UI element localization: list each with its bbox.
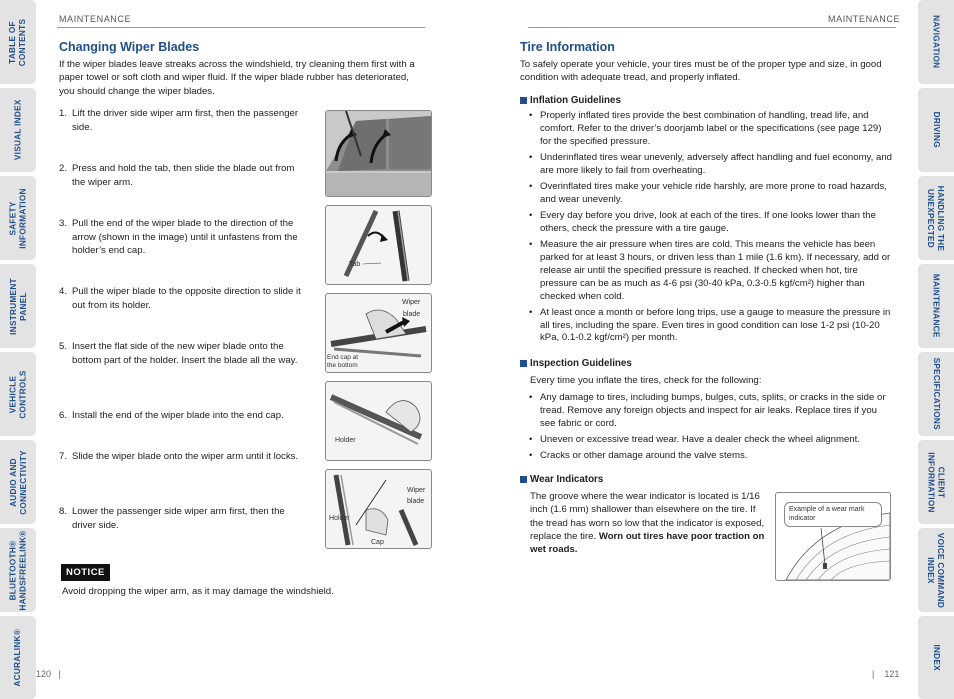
list-item: • Every day before you drive, look at each of the tires. If one looks lower than the others, check the pressure with a tire gauge. xyxy=(526,210,894,236)
step-number: 7. xyxy=(59,451,68,462)
left-header-rule xyxy=(57,27,425,28)
page-number-value: 120 xyxy=(36,669,52,679)
wiper-callout: Wiper xyxy=(407,487,426,494)
tab-client-information[interactable] xyxy=(918,440,954,524)
tab-safety-information[interactable] xyxy=(0,176,36,260)
tab-label: SPECIFICATIONS xyxy=(931,357,941,431)
inflation-guidelines-heading xyxy=(520,95,621,106)
wiper-callout: Wiper xyxy=(402,299,421,306)
left-page-header: MAINTENANCE xyxy=(59,14,132,24)
heading-text: Inflation Guidelines xyxy=(530,95,621,106)
tab-label: DRIVING xyxy=(931,111,941,149)
right-page-number: | 121 xyxy=(872,669,900,679)
tab-callout: Tab xyxy=(349,261,361,268)
wiper-tab-illustration xyxy=(325,205,432,285)
inspection-guidelines-heading xyxy=(520,358,632,369)
tab-label: MAINTENANCE xyxy=(931,274,941,338)
tab-label: BLUETOOTH® HANDSFREELINK® xyxy=(8,529,28,611)
step-number: 6. xyxy=(59,410,68,421)
inflation-guidelines-list xyxy=(526,110,894,349)
step-number: 5. xyxy=(59,341,68,352)
end-cap-callout-line2: the bottom xyxy=(327,362,358,369)
tab-visual-index[interactable] xyxy=(0,88,36,172)
list-item: • Properly inflated tires provide the best combination of handling, tread life, and comfort. Refer to the driver’s doorjamb label or the specifications (see page 129) for the specified pressure. xyxy=(526,110,894,149)
tab-label: SAFETY INFORMATION xyxy=(8,187,28,249)
tab-maintenance[interactable] xyxy=(918,264,954,348)
list-item: • Any damage to tires, including bumps, bulges, cuts, splits, or cracks in the side or tread. Remove any foreign objects and inspect for air leaks. Replace tires if you see fabric or cord. xyxy=(526,392,894,431)
step-text: Slide the wiper blade onto the wiper arm until it locks. xyxy=(72,451,299,462)
tab-table-of-contents[interactable] xyxy=(0,0,36,84)
tab-index[interactable] xyxy=(918,616,954,699)
wiper-step xyxy=(59,162,309,189)
step-text: Pull the end of the wiper blade to the direction of the arrow (shown in the image) until it unfastens from the holder’s end cap. xyxy=(72,218,298,256)
cap-callout: Cap xyxy=(371,539,384,546)
step-text: Lower the passenger side wiper arm first, then the driver side. xyxy=(72,506,285,531)
wear-indicator-illustration xyxy=(775,492,891,581)
wear-text: The groove where the wear indicator is located is 1/16 inch (1.6 mm) shallower than elsewhere on the tire. If the tread has worn so low that the indicator is exposed, replace the tire. xyxy=(530,491,765,542)
tab-label: NAVIGATION xyxy=(931,15,941,69)
step-text: Pull the wiper blade to the opposite direction to slide it out from its holder. xyxy=(72,286,301,311)
wiper-step xyxy=(59,409,309,423)
tab-voice-command-index[interactable] xyxy=(918,528,954,612)
wiper-step xyxy=(59,107,309,134)
step-text: Insert the flat side of the new wiper blade onto the bottom part of the holder. Insert the blade all the way. xyxy=(72,341,298,366)
wiper-arm-lift-illustration xyxy=(325,110,432,197)
list-item: • At least once a month or before long trips, use a gauge to measure the pressure in all tires, including the spare. Even tires in good condition can lose 1-2 psi (10-20 kPa, 0.1-0.2 kgf/cm²) per month. xyxy=(526,307,894,346)
step-number: 2. xyxy=(59,163,68,174)
step-text: Press and hold the tab, then slide the blade out from the wiper arm. xyxy=(72,163,295,188)
left-section-tabs xyxy=(0,0,36,699)
page-title-wiper: Changing Wiper Blades xyxy=(59,40,200,54)
tab-instrument-panel[interactable] xyxy=(0,264,36,348)
tab-label: INDEX xyxy=(931,644,941,671)
heading-text: Inspection Guidelines xyxy=(530,358,632,369)
holder-callout: Holder xyxy=(329,515,350,522)
holder-illustration xyxy=(325,381,432,461)
right-section-tabs xyxy=(918,0,954,699)
tab-bluetooth-handsfreelink[interactable] xyxy=(0,528,36,612)
wiper-step xyxy=(59,340,309,367)
wiper-step xyxy=(59,217,309,258)
tire-intro: To safely operate your vehicle, your tires must be of the proper type and size, in good condition with adequate tread, and properly inflated. xyxy=(520,59,882,84)
tab-navigation[interactable] xyxy=(918,0,954,84)
heading-marker xyxy=(520,97,527,104)
notice-badge: NOTICE xyxy=(61,564,110,581)
end-cap-illustration xyxy=(325,293,432,373)
step-text: Lift the driver side wiper arm first, then the passenger side. xyxy=(72,108,299,133)
step-number: 1. xyxy=(59,108,68,119)
inspection-guidelines-list xyxy=(526,392,894,466)
list-item: • Underinflated tires wear unevenly, adversely affect handling and fuel economy, and are more likely to fail from overheating. xyxy=(526,152,894,178)
wear-indicators-heading xyxy=(520,474,603,485)
tab-vehicle-controls[interactable] xyxy=(0,352,36,436)
tab-acuralink[interactable] xyxy=(0,616,36,699)
tab-label: VOICE COMMAND INDEX xyxy=(927,532,946,608)
wiper-step xyxy=(59,450,309,464)
inspection-intro: Every time you inflate the tires, check for the following: xyxy=(530,375,762,386)
step-number: 4. xyxy=(59,286,68,297)
list-item: • Uneven or excessive tread wear. Have a dealer check the wheel alignment. xyxy=(526,434,894,447)
blade-callout: blade xyxy=(403,311,421,318)
tab-handling-unexpected[interactable] xyxy=(918,176,954,260)
tab-label: CLIENT INFORMATION xyxy=(927,451,946,513)
page-title-tires: Tire Information xyxy=(520,40,615,54)
list-item: • Measure the air pressure when tires are cold. This means the vehicle has been parked for at least 3 hours, or driven less than 1 mile (1.6 km). If necessary, add or release air until the specified pressure is reached. If checked when hot, tire pressure can be as much as 4-6 psi (30-40 kPa, 0.3-0.5 kgf/cm²) higher than checked when cold. xyxy=(526,239,894,304)
page-number-value: 121 xyxy=(884,669,900,679)
tab-label: ACURALINK® xyxy=(13,628,23,687)
right-header-rule xyxy=(528,27,896,28)
notice-text: Avoid dropping the wiper arm, as it may damage the windshield. xyxy=(62,586,334,597)
heading-marker xyxy=(520,360,527,367)
blade-callout: blade xyxy=(407,498,425,505)
tab-label: TABLE OF CONTENTS xyxy=(8,18,27,66)
list-item: • Overinflated tires make your vehicle ride harshly, are more prone to road hazards, and wear unevenly. xyxy=(526,181,894,207)
wear-indicator-text xyxy=(530,490,766,556)
right-page-header: MAINTENANCE xyxy=(828,14,901,24)
list-item: • Cracks or other damage around the valve stems. xyxy=(526,450,894,463)
wear-warning: Worn out tires have poor traction on wet roads. xyxy=(530,530,765,556)
tab-label: VEHICLE CONTROLS xyxy=(8,369,27,419)
wiper-intro: If the wiper blades leave streaks across the windshield, try cleaning them first with a paper towel or soft cloth and wiper fluid. If the wiper blade rubber has deteriorated, you should change the wiper blades. xyxy=(59,59,415,97)
heading-marker xyxy=(520,476,527,483)
tab-driving[interactable] xyxy=(918,88,954,172)
wiper-step xyxy=(59,285,309,312)
tab-label: HANDLING THE UNEXPECTED xyxy=(927,185,946,251)
end-cap-callout: End cap at xyxy=(327,354,359,361)
wear-image-caption: Example of a wear mark indicator xyxy=(784,502,882,527)
tab-label: VISUAL INDEX xyxy=(13,99,23,161)
tab-audio-connectivity[interactable] xyxy=(0,440,36,524)
step-number: 3. xyxy=(59,218,68,229)
tab-label: INSTRUMENT PANEL xyxy=(8,277,28,335)
holder-callout: Holder xyxy=(335,437,356,444)
left-page-number: 120 | xyxy=(36,669,61,679)
wiper-step xyxy=(59,505,309,532)
tab-label: AUDIO AND CONNECTIVITY xyxy=(8,449,27,515)
tab-specifications[interactable] xyxy=(918,352,954,436)
wiper-cap-illustration xyxy=(325,469,432,549)
step-text: Install the end of the wiper blade into the end cap. xyxy=(72,410,284,421)
step-number: 8. xyxy=(59,506,68,517)
heading-text: Wear Indicators xyxy=(530,474,604,485)
